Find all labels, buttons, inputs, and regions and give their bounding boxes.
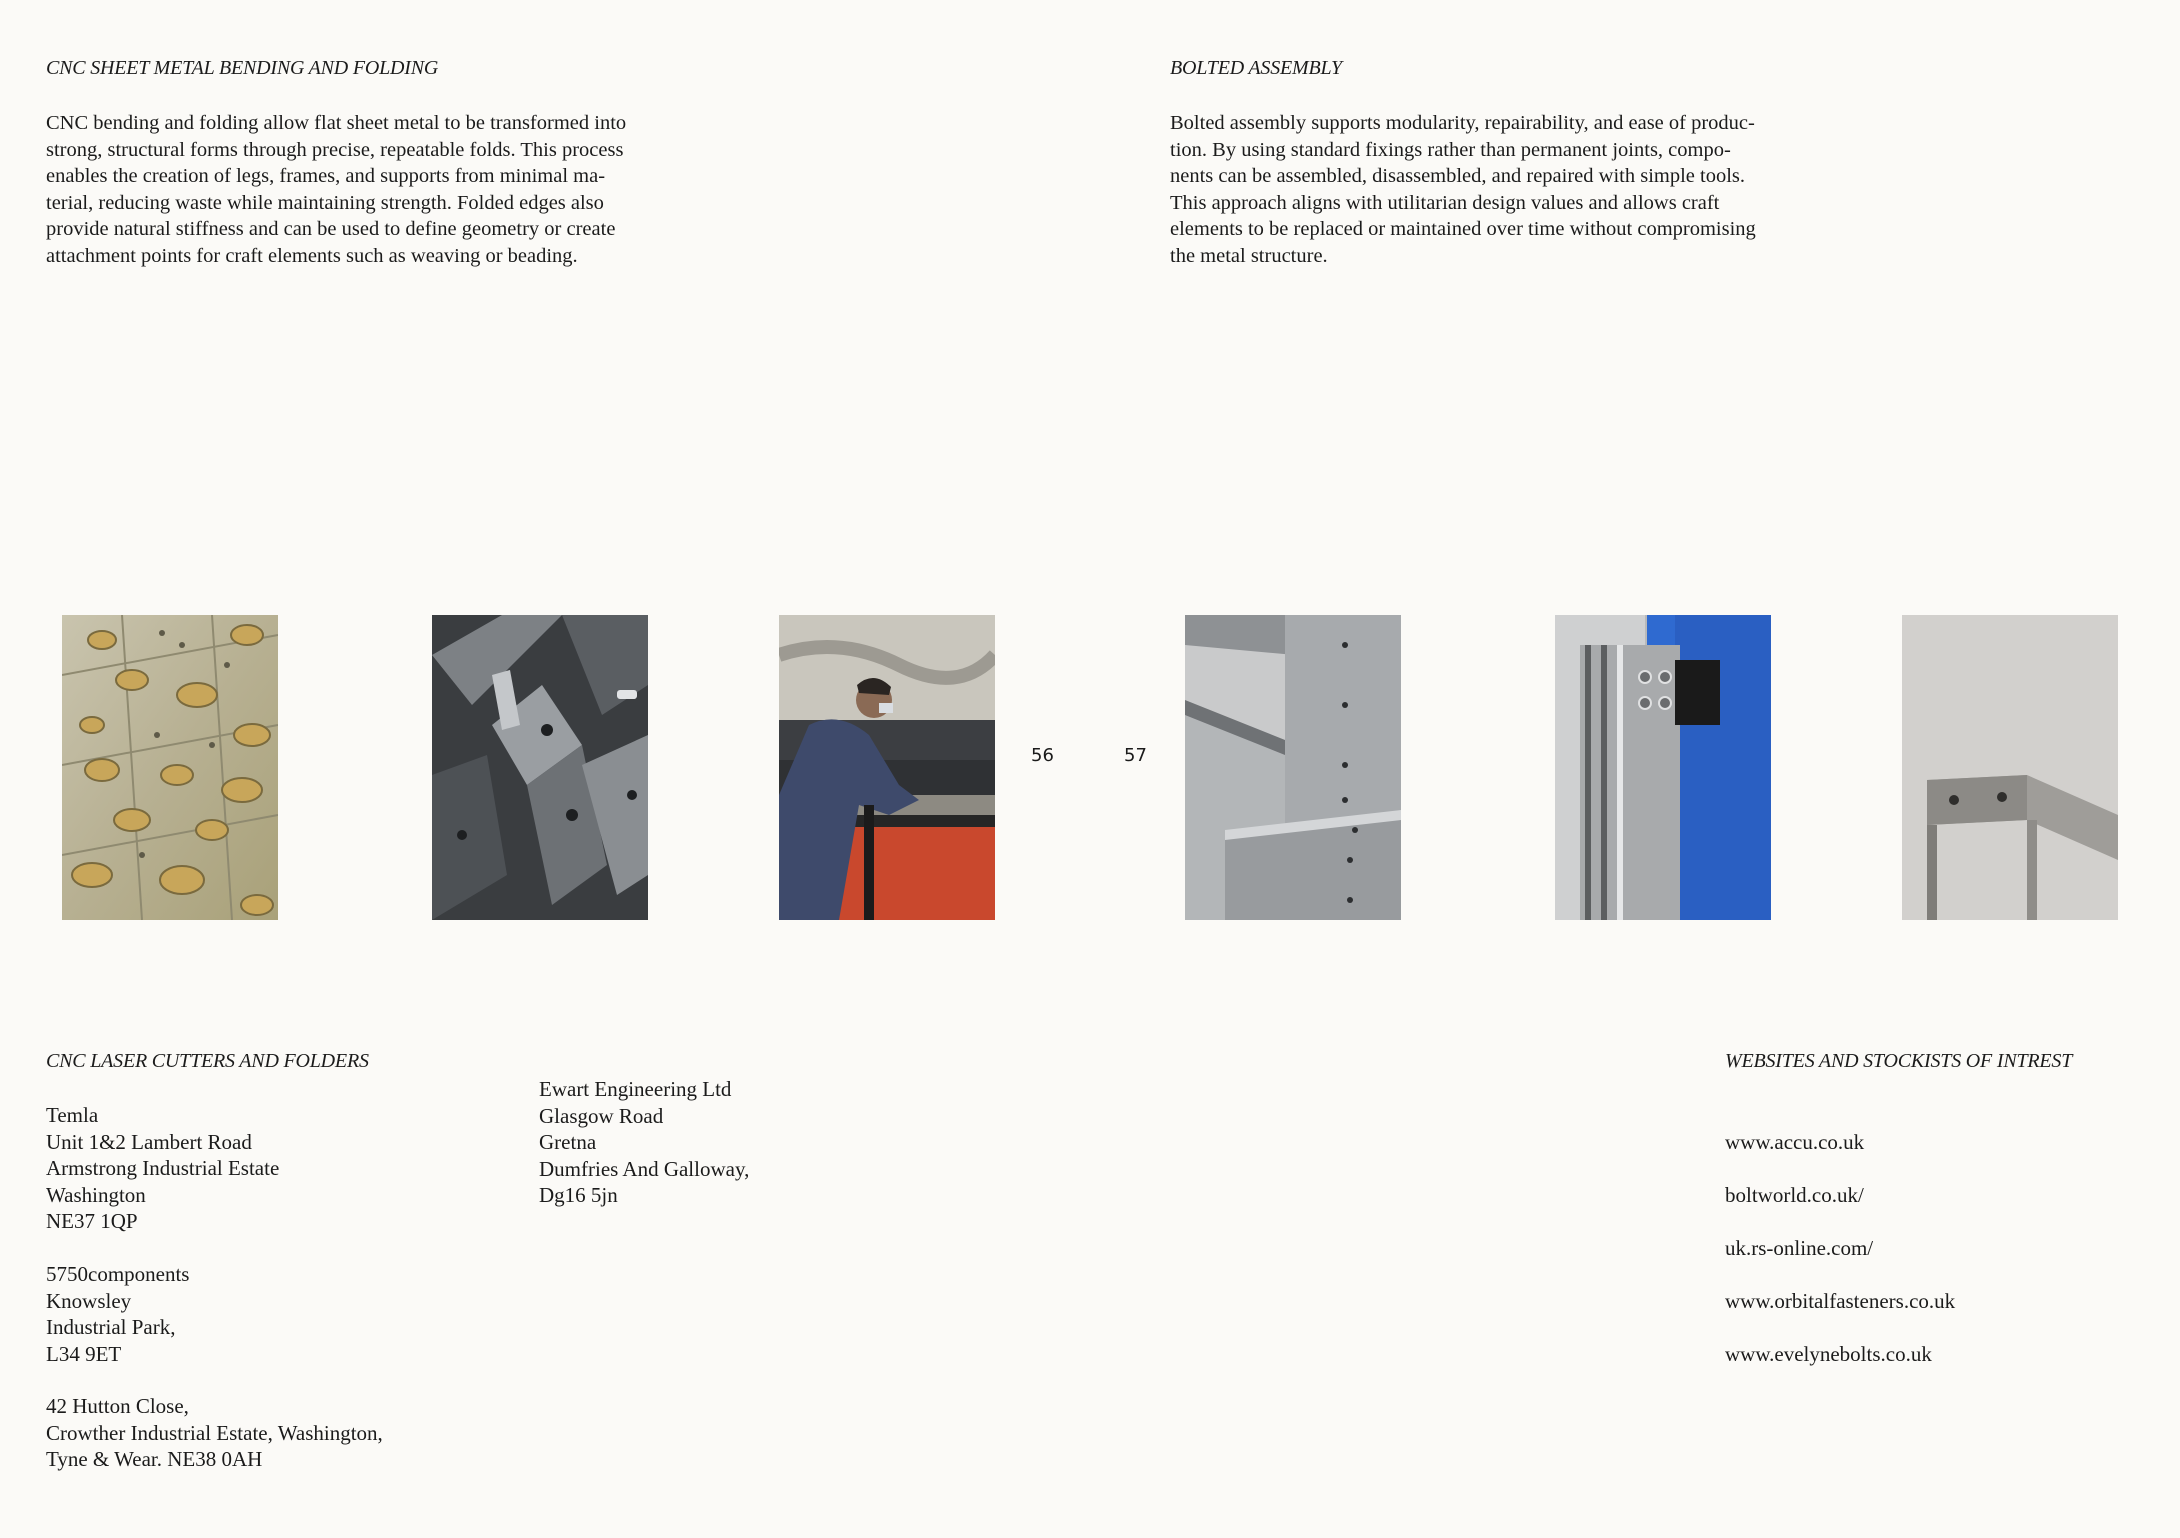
bolted-heading: BOLTED ASSEMBLY [1170, 57, 1342, 79]
bolted-line: Bolted assembly supports modularity, repairability, and ease of produc- [1170, 112, 1755, 134]
address-line: Ewart Engineering Ltd [539, 1077, 732, 1101]
bending-line: CNC bending and folding allow flat sheet metal to be transformed into [46, 112, 627, 134]
bending-line: strong, structural forms through precise, repeatable folds. This process [46, 138, 624, 161]
websites-heading: WEBSITES AND STOCKISTS OF INTREST [1725, 1050, 2073, 1072]
supplier-5750components [46, 1261, 189, 1367]
website-link[interactable]: www.orbitalfasteners.co.uk [1725, 1289, 1956, 1313]
address-line: Dumfries And Galloway, [539, 1156, 750, 1181]
photo-steel-bench-frame [1902, 615, 2118, 920]
address-line: Glasgow Road [539, 1103, 664, 1128]
supplier-hutton-close [46, 1393, 383, 1473]
bending-body [46, 110, 766, 269]
bending-line: enables the creation of legs, frames, and supports from minimal ma- [46, 165, 606, 187]
page-number-left: 56 [1031, 745, 1054, 766]
website-link[interactable]: www.evelynebolts.co.uk [1725, 1342, 1932, 1366]
address-line: Temla [46, 1103, 99, 1127]
bending-line: provide natural stiffness and can be used to define geometry or create [46, 218, 616, 240]
bolted-line: the metal structure. [1170, 244, 1328, 267]
website-link[interactable]: www.accu.co.uk [1725, 1130, 1865, 1154]
address-line: Armstrong Industrial Estate [46, 1156, 280, 1180]
bolted-line: nents can be assembled, disassembled, and repaired with simple tools. [1170, 165, 1746, 187]
address-line: Knowsley [46, 1288, 132, 1313]
address-line: Dg16 5jn [539, 1183, 618, 1207]
address-line: 42 Hutton Close, [46, 1394, 189, 1418]
bolted-body [1170, 110, 1890, 269]
bending-heading: CNC SHEET METAL BENDING AND FOLDING [46, 57, 439, 79]
address-line: Gretna [539, 1130, 597, 1154]
website-link[interactable]: boltworld.co.uk/ [1725, 1183, 1864, 1207]
website-list [1725, 1129, 1955, 1368]
bolted-line: elements to be replaced or maintained over time without compromising [1170, 218, 1756, 240]
page-number-right: 57 [1124, 745, 1147, 766]
supplier-ewart [539, 1076, 749, 1209]
bolted-line: This approach aligns with utilitarian design values and allows craft [1170, 191, 1720, 214]
bending-line: terial, reducing waste while maintaining strength. Folded edges also [46, 191, 604, 214]
supplier-temla [46, 1102, 279, 1235]
suppliers-heading: CNC LASER CUTTERS AND FOLDERS [46, 1050, 369, 1072]
address-line: Crowther Industrial Estate, Washington, [46, 1420, 383, 1445]
website-link[interactable]: uk.rs-online.com/ [1725, 1236, 1874, 1260]
address-line: 5750components [46, 1262, 190, 1286]
photo-folded-steel-bracket [1185, 615, 1401, 920]
photo-press-brake-operator [779, 615, 995, 920]
photo-bolted-joint-blue [1555, 615, 1771, 920]
address-line: NE37 1QP [46, 1209, 138, 1233]
address-line: Industrial Park, [46, 1315, 176, 1339]
address-line: Washington [46, 1182, 146, 1207]
photo-brass-plates [62, 615, 278, 920]
bolted-line: tion. By using standard fixings rather than permanent joints, compo- [1170, 138, 1731, 161]
photo-bent-brackets [432, 615, 648, 920]
address-line: Unit 1&2 Lambert Road [46, 1129, 252, 1154]
address-line: Tyne & Wear. NE38 0AH [46, 1447, 263, 1471]
bending-line: attachment points for craft elements such as weaving or beading. [46, 244, 578, 267]
address-line: L34 9ET [46, 1341, 122, 1366]
